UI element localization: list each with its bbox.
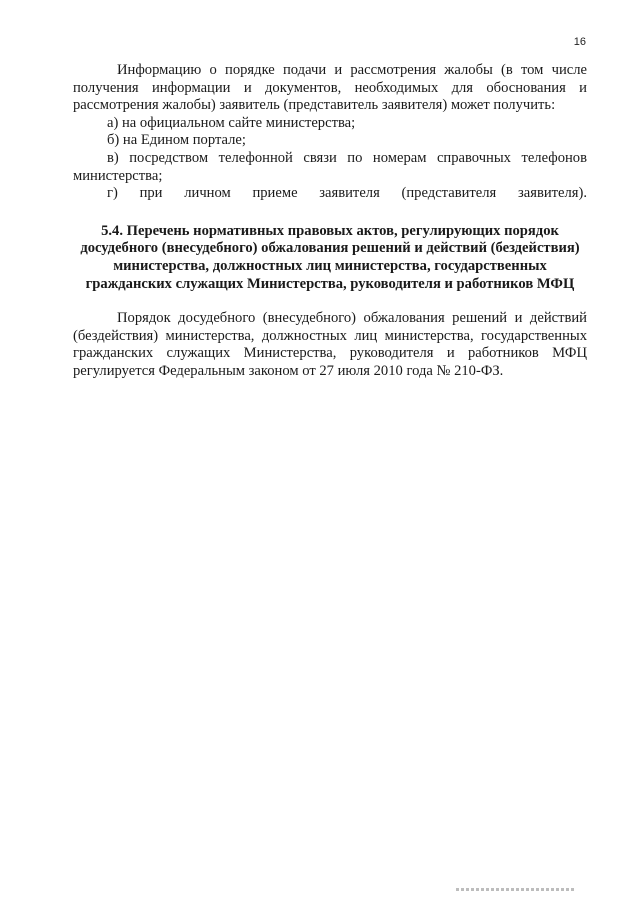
document-body: [73, 62, 587, 381]
intro-paragraph: Информацию о порядке подачи и рассмотрения жалобы (в том числе получения информации и документов, необходимых для обоснования и рассмотрения жалобы) заявитель (представитель заявителя) может получить:: [73, 62, 587, 114]
heading-line: гражданских служащих Министерства, руководителя и работников МФЦ: [85, 275, 575, 292]
section-heading-5-4: [73, 223, 587, 293]
heading-line: 5.4. Перечень нормативных правовых актов, регулирующих порядок: [101, 222, 559, 239]
scan-artifact: [456, 888, 576, 891]
list-item-a: а) на официальном сайте министерства;: [107, 114, 356, 131]
list-item-b: б) на Едином портале;: [107, 132, 246, 149]
legal-basis-paragraph: Порядок досудебного (внесудебного) обжалования решений и действий (бездействия) министерства, должностных лиц министерства, государственных гражданских служащих Министерства, руководителя и работников МФЦ регулируется Федеральным законом от 27 июля 2010 года № 210-ФЗ.: [73, 310, 587, 379]
page-number: 16: [573, 36, 586, 48]
heading-line: досудебного (внесудебного) обжалования решений и действий (бездействия): [80, 240, 580, 257]
list-item-d: г) при личном приеме заявителя (представителя заявителя).: [107, 185, 587, 202]
heading-line: министерства, должностных лиц министерства, государственных: [113, 257, 547, 274]
list-item-c: в) посредством телефонной связи по номерам справочных телефонов министерства;: [73, 149, 587, 184]
